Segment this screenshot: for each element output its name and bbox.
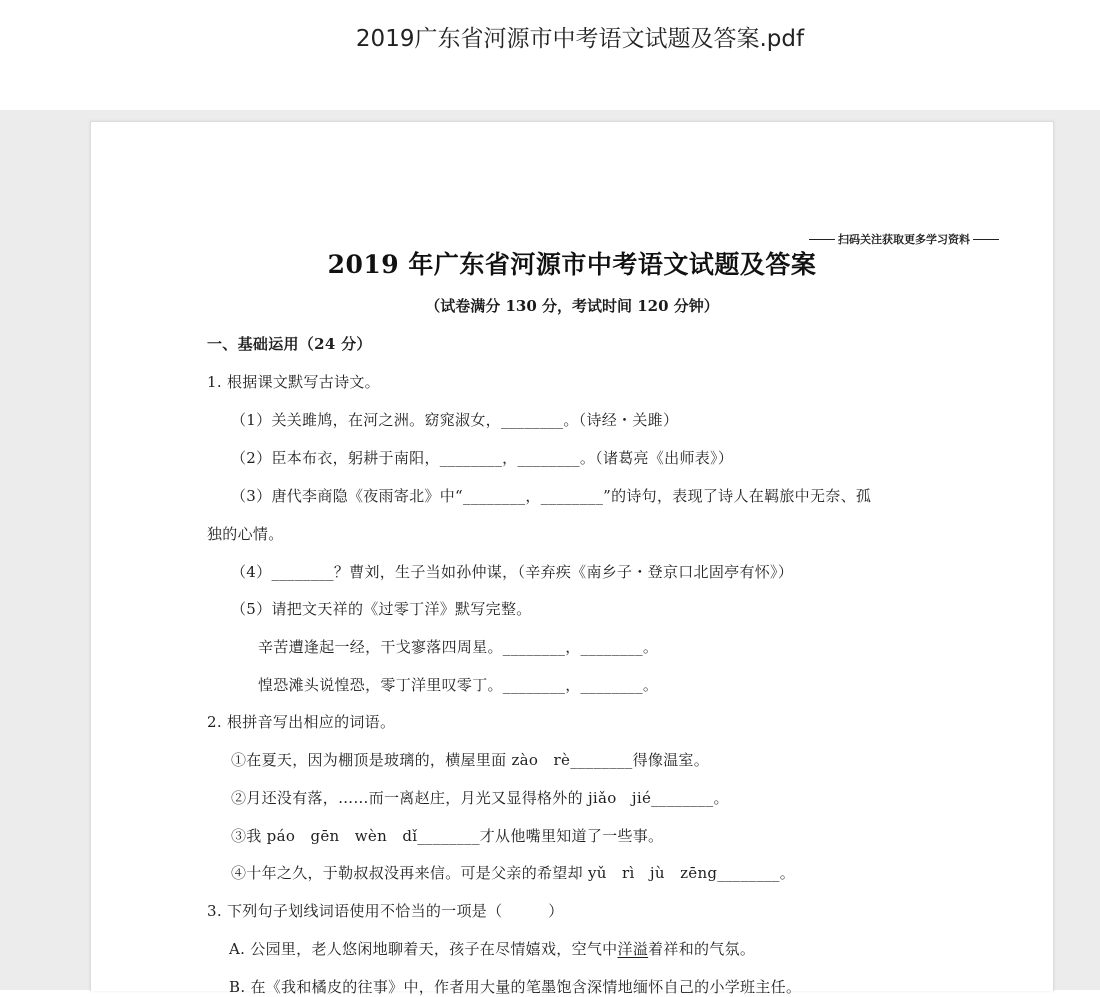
question-1-item-2: （2）臣本布衣，躬耕于南阳，________，________。（诸葛亮《出师表》） xyxy=(231,449,734,467)
question-1-item-1: （1）关关雎鸠，在河之洲。窈窕淑女，________。（诗经・关雎） xyxy=(231,411,679,429)
question-1-item-4: （4）________？曹刘，生子当如孙仲谋，（辛弃疾《南乡子・登京口北固亭有怀》） xyxy=(231,563,794,581)
question-2-sentence-1: ①在夏天，因为棚顶是玻璃的，横屋里面 zào rè________得像温室。 xyxy=(231,751,710,769)
paper-title: 2019 年广东省河源市中考语文试题及答案 xyxy=(327,250,817,279)
question-2-stem: 2. 根拼音写出相应的词语。 xyxy=(207,713,396,731)
option-a-text-after: 着祥和的气氛。 xyxy=(648,940,756,958)
question-3-stem: 3. 下列句子划线词语使用不恰当的一项是（ ） xyxy=(207,902,564,920)
option-a-text-before: A. 公园里，老人悠闲地聊着天，孩子在尽情嬉戏，空气中 xyxy=(229,940,618,958)
question-2-sentence-2: ②月还没有落，……而一离赵庄，月光又显得格外的 jiǎo jié________。 xyxy=(231,789,729,807)
pdf-page xyxy=(90,121,1054,996)
watermark-text: 扫码关注获取更多学习资料 xyxy=(838,233,970,246)
watermark-rule-right xyxy=(973,239,999,240)
section-heading: 一、基础运用（24 分） xyxy=(207,335,372,353)
viewer-header xyxy=(0,0,1100,110)
question-1-stem: 1. 根据课文默写古诗文。 xyxy=(207,373,380,391)
watermark-rule-left xyxy=(809,239,835,240)
question-1-item-3: （3）唐代李商隐《夜雨寄北》中“________，________”的诗句，表现了诗人在羁旅中无奈、孤 xyxy=(231,487,872,505)
question-3-option-b: B. 在《我和橘皮的往事》中，作者用大量的笔墨饱含深情地缅怀自己的小学班主任。 xyxy=(229,978,802,996)
question-1-item-3-cont: 独的心情。 xyxy=(207,525,284,543)
question-2-sentence-3: ③我 páo gēn wèn dǐ________才从他嘴里知道了一些事。 xyxy=(231,827,664,845)
question-2-sentence-4: ④十年之久，于勒叔叔没再来信。可是父亲的希望却 yǔ rì jù zēng________。 xyxy=(231,864,796,882)
poem-line-2: 惶恐滩头说惶恐，零丁洋里叹零丁。________，________。 xyxy=(258,676,659,694)
document-filename: 2019广东省河源市中考语文试题及答案.pdf xyxy=(355,26,805,52)
poem-line-1: 辛苦遭逢起一经，干戈寥落四周星。________，________。 xyxy=(258,638,659,656)
question-1-item-5: （5）请把文天祥的《过零丁洋》默写完整。 xyxy=(231,600,532,618)
paper-subtitle: （试卷满分 130 分，考试时间 120 分钟） xyxy=(425,297,719,315)
option-a-underlined-word: 洋溢 xyxy=(617,940,649,958)
question-3-option-a xyxy=(229,938,755,959)
